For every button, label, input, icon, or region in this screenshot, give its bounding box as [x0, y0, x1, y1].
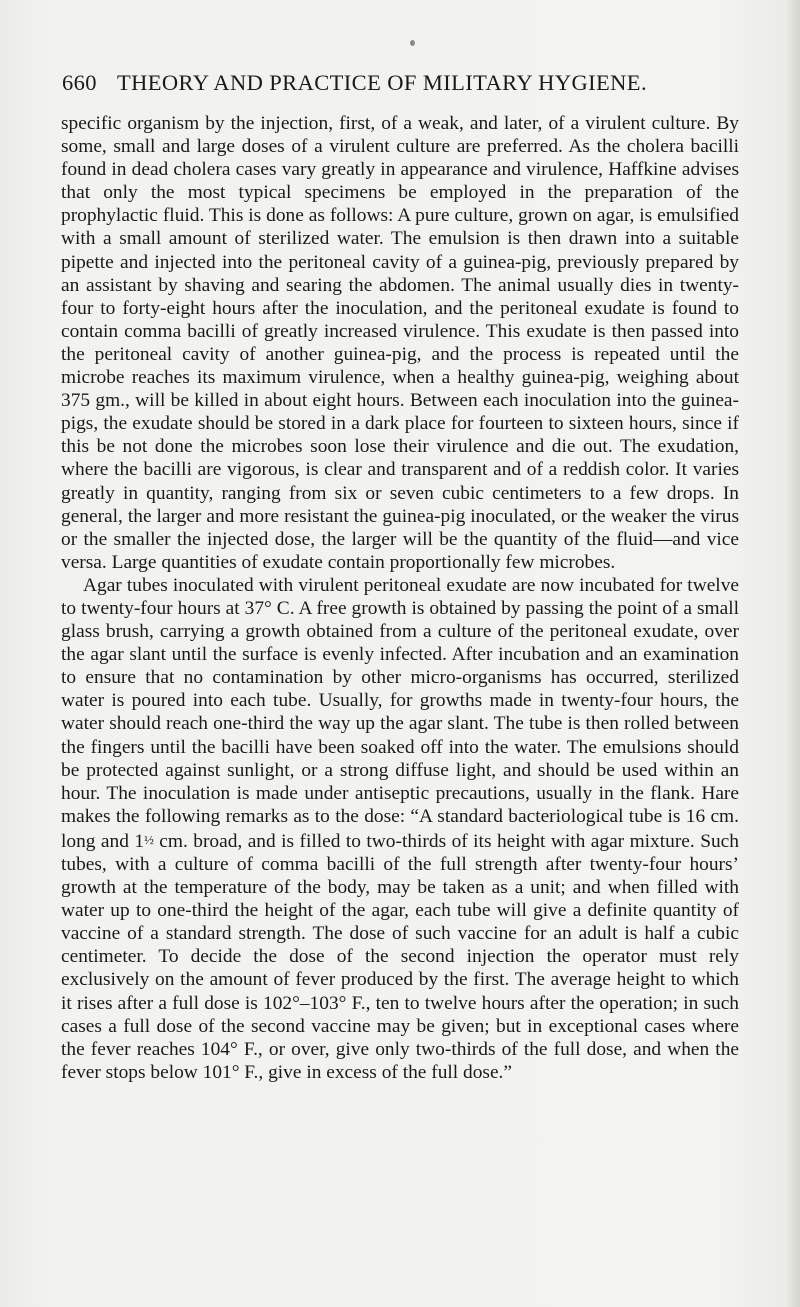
paper-speck: [410, 40, 415, 46]
paragraph-2-part-2: cm. broad, and is filled to two-thirds of its height with agar mixture. Such tubes, with a culture of comma bacilli of the full strength after twenty-four hours’ growth at the temperature of the body, may be taken as a unit; and when filled with water up to one-third the height of the agar, each tube will give a definite quantity of vaccine of a standard strength. The dose of such vaccine for an adult is half a cubic centimeter. To decide the dose of the second injection the operator must rely exclusively on the amount of fever produced by the first. The average height to which it rises after a full dose is 102°–103° F., ten to twelve hours after the operation; in such cases a full dose of the second vaccine may be given; but in exceptional cases where the fever reaches 104° F., or over, give only two-thirds of the full dose, and when the fever stops below 101° F., give in excess of the full dose.”: [61, 830, 739, 1083]
fraction-one-half: ½: [144, 831, 154, 847]
running-head-title: THEORY AND PRACTICE OF MILITARY HYGIENE.: [116, 70, 647, 95]
running-head: [62, 68, 762, 98]
page-edge-shadow: [786, 0, 800, 1307]
paragraph-2-part-1: Agar tubes inoculated with virulent peritoneal exudate are now incubated for twelve to twenty-four hours at 37° C. A free growth is obtained by passing the point of a small glass brush, carrying a growth obtained from a culture of the peritoneal exudate, over the agar slant until the surface is evenly infected. After incubation and an examination to ensure that no contamination by other micro-organisms has occurred, sterilized water is poured into each tube. Usually, for growths made in twenty-four hours, the water should reach one-third the way up the agar slant. The tube is then rolled between the fingers until the bacilli have been soaked off into the water. The emulsions should be protected against sunlight, or a strong diffuse light, and should be used within an hour. The inoculation is made under antiseptic precautions, usually in the flank. Hare makes the following remarks as to the dose: “A standard bacteriological tube is 16 cm. long and 1: [61, 574, 739, 852]
paragraph-2: [61, 574, 739, 1084]
paragraph-1: specific organism by the injection, first, of a weak, and later, of a virulent culture. By some, small and large doses of a virulent culture are preferred. As the cholera bacilli found in dead cholera cases vary greatly in appearance and virulence, Haffkine advises that only the most typical specimens be employed in the preparation of the prophylactic fluid. This is done as follows: A pure culture, grown on agar, is emulsified with a small amount of sterilized water. The emulsion is then drawn into a suitable pipette and injected into the peritoneal cavity of a guinea-pig, previously prepared by an assistant by shaving and searing the abdomen. The animal usually dies in twenty-four to forty-eight hours after the inoculation, and the peritoneal exudate is found to contain comma bacilli of greatly increased virulence. This exudate is then passed into the peritoneal cavity of another guinea-pig, and the process is repeated until the microbe reaches its maximum virulence, when a healthy guinea-pig, weighing about 375 gm., will be killed in about eight hours. Between each inoculation into the guinea-pigs, the exudate should be stored in a dark place for fourteen to sixteen hours, since if this be not done the microbes soon lose their virulence and die out. The exudation, where the bacilli are vigorous, is clear and transparent and of a reddish color. It varies greatly in quantity, ranging from six or seven cubic centimeters to a few drops. In general, the larger and more resistant the guinea-pig inoculated, or the weaker the virus or the smaller the injected dose, the larger will be the quantity of the fluid—and vice versa. Large quantities of exudate contain proportionally few microbes.: [61, 113, 739, 573]
body-text: [61, 112, 739, 1084]
page-number: 660: [62, 70, 97, 95]
